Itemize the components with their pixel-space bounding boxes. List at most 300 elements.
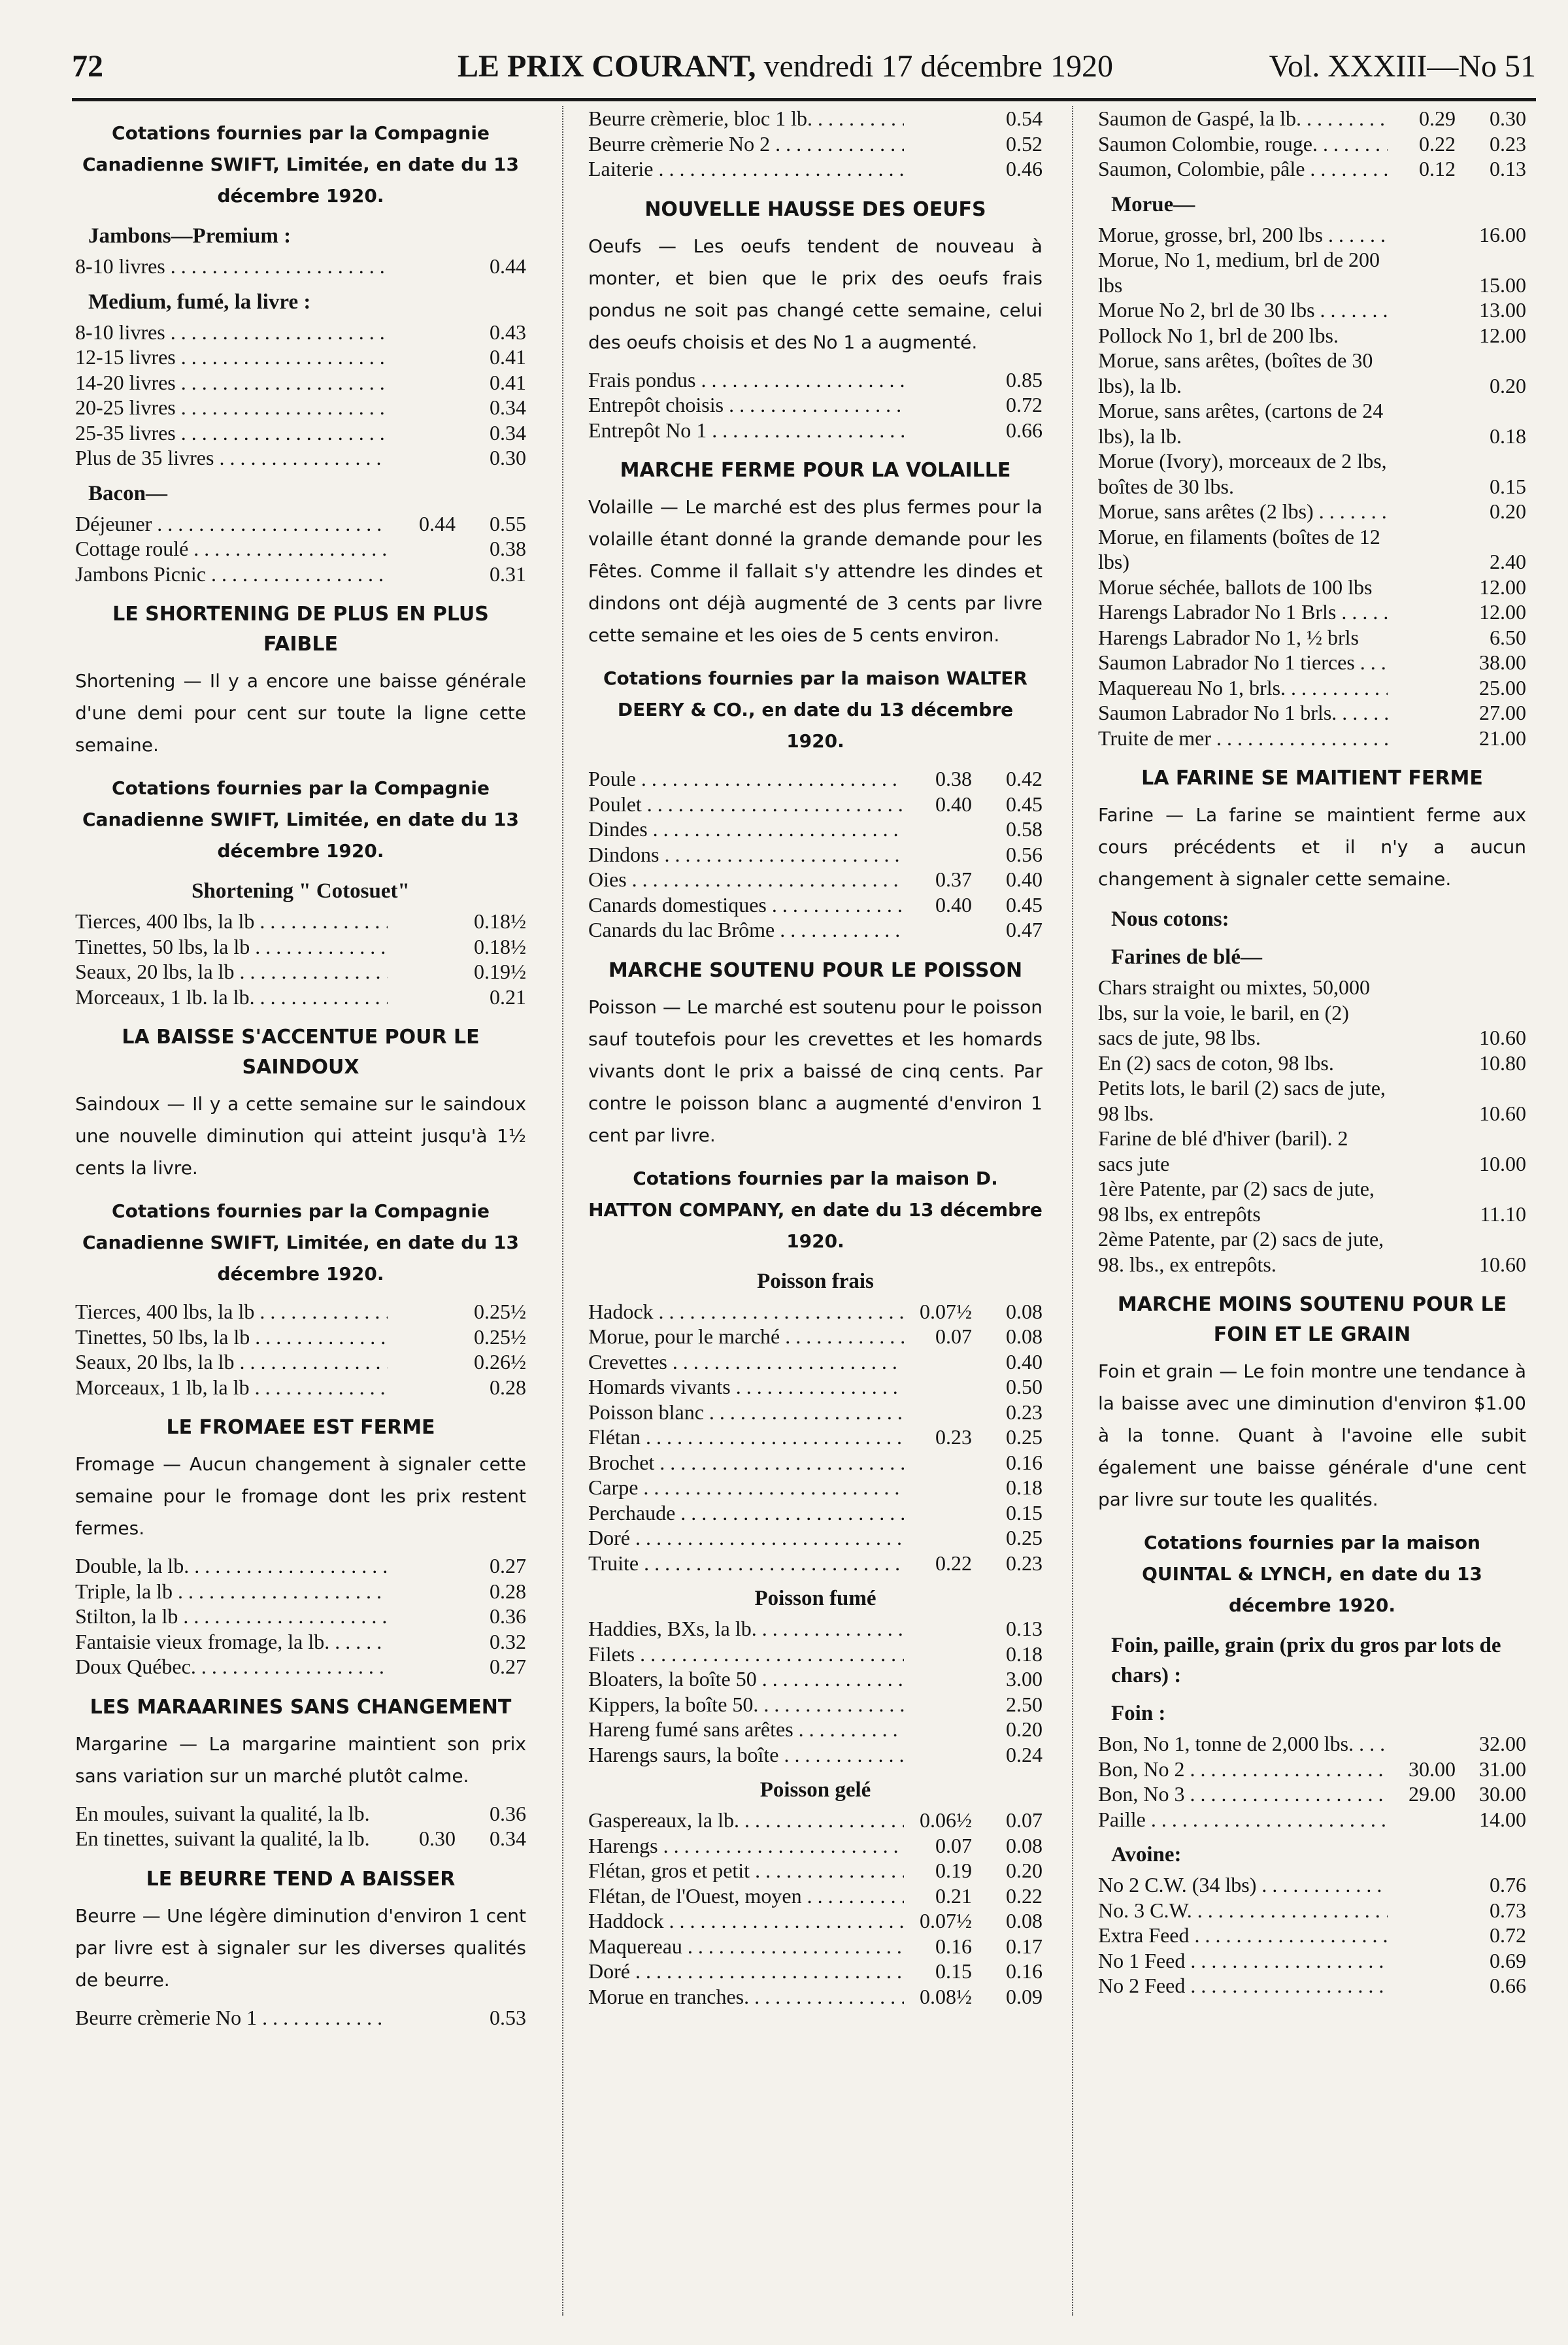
item-name: Saumon Colombie, rouge. . . .: [1098, 131, 1388, 157]
title-bold: LE PRIX COURANT,: [458, 49, 756, 84]
article-headline: MARCHE MOINS SOUTENU POUR LE FOIN ET LE GRAIN: [1117, 1293, 1507, 1346]
price-row: [588, 1808, 1043, 1833]
price-row: [588, 792, 1043, 817]
price-low: 0.07½: [920, 1909, 972, 1932]
price-row: [1098, 1923, 1526, 1948]
item-name: En moules, suivant la qualité, la lb.: [75, 1801, 370, 1825]
price-high: 0.50: [1006, 1375, 1043, 1398]
item-name: Morceaux, 1 lb. la lb. . . .: [75, 985, 388, 1010]
article-paragraph: Shortening — Il y a encore une baisse générale d'une demi pour cent sur toute la ligne cette semaine.: [75, 670, 526, 756]
price-low: 0.38: [935, 767, 972, 790]
price-row: [588, 1883, 1043, 1909]
price-row: [588, 1642, 1043, 1667]
item-name: Morue (Ivory), morceaux de 2 lbs, boîtes de 30 lbs.: [1098, 449, 1387, 498]
article-headline: LE FROMAEE EST FERME: [166, 1416, 435, 1439]
price-low: 0.07: [935, 1833, 972, 1857]
price-high: 10.60: [1479, 1252, 1526, 1276]
price-high: 11.10: [1480, 1202, 1526, 1226]
article-paragraph: Volaille — Le marché est des plus fermes pour la volaille étant donné la grande demande pour les Fêtes. Comme il fallait s'y attendre les dindes et dindons ont déjà augmenté de 3 cents par livre cette semaine et les oies de 5 cents environ.: [588, 496, 1043, 646]
price-high: 14.00: [1479, 1807, 1526, 1831]
item-name: Saumon, Colombie, pâle . . .: [1098, 156, 1388, 182]
item-name: 25-35 livres . . .: [75, 420, 388, 446]
price-row: [1098, 1872, 1526, 1898]
price-row: [588, 842, 1043, 868]
item-name: Bon, No 1, tonne de 2,000 lbs. . . .: [1098, 1731, 1388, 1757]
item-name: Carpe . . .: [588, 1475, 904, 1500]
price-row: [1098, 1075, 1526, 1126]
price-high: 0.13: [1490, 157, 1526, 180]
price-high: 0.25½: [474, 1300, 526, 1323]
price-row: [588, 1324, 1043, 1349]
price-list: [75, 254, 526, 279]
price-list: [588, 1616, 1043, 1767]
price-row: [588, 766, 1043, 792]
quotation-source: Cotations fournies par la maison QUINTAL & LYNCH, en date du 13 décembre 1920.: [1142, 1532, 1482, 1616]
item-name: Morue en tranches. . . .: [588, 1984, 904, 2010]
quotation-source: Cotations fournies par la Compagnie Canadienne SWIFT, Limitée, en date du 13 décembre 1920.: [82, 1200, 519, 1285]
price-row: [588, 1692, 1043, 1717]
price-row: [588, 1425, 1043, 1450]
price-high: 0.13: [1006, 1617, 1043, 1640]
price-row: [1098, 247, 1526, 297]
price-high: 0.19½: [474, 960, 526, 983]
item-name: Harengs . . .: [588, 1833, 904, 1859]
item-name: Morue, en filaments (boîtes de 12 lbs): [1098, 524, 1380, 573]
price-high: 0.27: [490, 1655, 526, 1678]
item-name: Tierces, 400 lbs, la lb . . .: [75, 1299, 388, 1324]
price-row: [1098, 1898, 1526, 1923]
price-high: 0.42: [1006, 767, 1043, 790]
price-row: [75, 395, 526, 420]
price-high: 0.72: [1006, 393, 1043, 416]
price-high: 0.23: [1490, 131, 1526, 156]
item-name: Stilton, la lb . . .: [75, 1604, 388, 1629]
price-low: 0.30: [419, 1827, 456, 1850]
price-high: 30.00: [1479, 1782, 1526, 1806]
price-high: 0.36: [490, 1801, 526, 1825]
item-name: Brochet . . .: [588, 1450, 904, 1476]
item-name: Maquereau No 1, brls. . . .: [1098, 675, 1388, 701]
price-row: [588, 1374, 1043, 1400]
column-2: [588, 106, 1043, 2009]
item-name: Dindons . . .: [588, 842, 904, 868]
price-row: [75, 345, 526, 370]
price-high: 0.46: [1006, 157, 1043, 180]
price-list: [75, 1801, 526, 1851]
price-list: [1098, 106, 1526, 182]
item-name: Saumon Labrador No 1 tierces . . .: [1098, 650, 1388, 675]
price-row: [1098, 499, 1526, 524]
price-high: 0.34: [490, 420, 526, 445]
price-row: [75, 909, 526, 934]
price-row: [588, 156, 1043, 182]
section-subtitle: Medium, fumé, la livre :: [88, 290, 311, 314]
price-row: [588, 1908, 1043, 1934]
price-low: 0.12: [1419, 157, 1456, 180]
item-name: Paille . . .: [1098, 1807, 1388, 1832]
price-high: 0.54: [1006, 107, 1043, 130]
price-high: 0.18½: [474, 934, 526, 958]
column-rule: [1072, 106, 1073, 2316]
item-name: Bon, No 3 . . .: [1098, 1781, 1388, 1807]
item-name: Frais pondus . . .: [588, 367, 904, 393]
price-row: [75, 1299, 526, 1324]
article-paragraph: Margarine — La margarine maintient son prix sans variation sur un marché plutôt calme.: [75, 1732, 526, 1787]
price-row: [75, 1324, 526, 1350]
price-row: [588, 1500, 1043, 1526]
price-high: 0.16: [1006, 1959, 1043, 1983]
price-high: 0.08: [1006, 1299, 1043, 1323]
price-row: [75, 1375, 526, 1400]
item-name: Morue, sans arêtes, (boîtes de 30 lbs), la lb.: [1098, 348, 1373, 397]
section-subtitle: Jambons—Premium :: [88, 224, 292, 248]
article-headline: MARCHE SOUTENU POUR LE POISSON: [608, 958, 1023, 982]
price-high: 31.00: [1479, 1757, 1526, 1781]
item-name: 12-15 livres . . .: [75, 345, 388, 370]
price-row: [588, 1833, 1043, 1859]
quotation-source: Cotations fournies par la Compagnie Canadienne SWIFT, Limitée, en date du 13 décembre 1920.: [82, 122, 519, 207]
item-name: Kippers, la boîte 50. . . .: [588, 1692, 904, 1717]
quotation-source: Cotations fournies par la Compagnie Canadienne SWIFT, Limitée, en date du 13 décembre 1920.: [82, 777, 519, 862]
item-name: Fantaisie vieux fromage, la lb. . . .: [75, 1629, 388, 1655]
column-rule: [562, 106, 563, 2316]
price-row: [588, 392, 1043, 418]
price-row: [588, 1400, 1043, 1425]
article-headline: LA FARINE SE MAITIENT FERME: [1141, 767, 1483, 790]
item-name: Filets . . .: [588, 1642, 904, 1667]
price-row: [1098, 1973, 1526, 1999]
price-row: [1098, 222, 1526, 248]
item-name: Tinettes, 50 lbs, la lb . . .: [75, 934, 388, 960]
price-high: 0.43: [490, 320, 526, 344]
price-row: [1098, 156, 1526, 182]
section-subtitle: Shortening " Cotosuet": [192, 879, 410, 903]
price-list: [75, 1553, 526, 1679]
price-high: 0.56: [1006, 842, 1043, 866]
item-name: Morue, pour le marché . . .: [588, 1324, 904, 1349]
price-high: 0.30: [1490, 107, 1526, 130]
price-high: 0.55: [490, 511, 526, 535]
price-high: 0.34: [490, 396, 526, 419]
price-high: 0.44: [490, 254, 526, 278]
item-name: Entrepôt choisis . . .: [588, 392, 904, 418]
price-high: 0.18: [1490, 424, 1526, 448]
item-name: Pollock No 1, brl de 200 lbs.: [1098, 323, 1339, 347]
item-name: Hadock . . .: [588, 1299, 904, 1324]
price-low: 0.22: [935, 1551, 972, 1575]
item-name: Gaspereaux, la lb. . . .: [588, 1808, 904, 1833]
item-name: Oies . . .: [588, 867, 904, 892]
section-subtitle: Bacon—: [88, 481, 168, 505]
price-row: [75, 1604, 526, 1629]
price-high: 0.85: [1006, 367, 1043, 392]
price-low: 30.00: [1409, 1757, 1456, 1781]
article-paragraph: Farine — La farine se maintient ferme aux cours précédents et il n'y a aucun changement à signaler cette semaine.: [1098, 804, 1526, 890]
item-name: Extra Feed . . .: [1098, 1923, 1388, 1948]
price-low: 0.21: [935, 1883, 972, 1908]
price-row: [1098, 650, 1526, 675]
price-row: [588, 1475, 1043, 1500]
price-row: [1098, 1948, 1526, 1974]
price-row: [588, 367, 1043, 393]
price-row: [75, 562, 526, 587]
volume-number: Vol. XXXIII—No 51: [1269, 49, 1536, 84]
item-name: Entrepôt No 1 . . .: [588, 418, 904, 443]
item-name: Poisson blanc . . .: [588, 1400, 904, 1425]
masthead: [72, 46, 1536, 101]
price-row: [75, 1629, 526, 1655]
price-list: [588, 367, 1043, 443]
price-high: 0.09: [1006, 1984, 1043, 2008]
price-row: [588, 1984, 1043, 2010]
price-row: [75, 985, 526, 1010]
price-high: 0.25: [1006, 1526, 1043, 1549]
price-high: 0.72: [1490, 1923, 1526, 1947]
section-subtitle: Foin, paille, grain (prix du gros par lots de chars) :: [1111, 1634, 1501, 1687]
item-name: Beurre crèmerie, bloc 1 lb. . . .: [588, 106, 904, 131]
price-high: 0.16: [1006, 1450, 1043, 1474]
publication-title: [458, 48, 1113, 84]
price-high: 25.00: [1479, 675, 1526, 700]
price-row: [1098, 398, 1526, 448]
price-low: 0.29: [1419, 107, 1456, 130]
price-high: 0.08: [1006, 1833, 1043, 1857]
item-name: 1ère Patente, par (2) sacs de jute, 98 lbs, ex entrepôts: [1098, 1177, 1375, 1226]
item-name: Poulet . . .: [588, 792, 904, 817]
price-row: [1098, 726, 1526, 751]
item-name: Petits lots, le baril (2) sacs de jute, 98 lbs.: [1098, 1076, 1386, 1125]
price-high: 0.30: [490, 446, 526, 469]
price-high: 0.25: [1006, 1425, 1043, 1449]
item-name: Morue, sans arêtes (2 lbs) . . .: [1098, 499, 1388, 524]
price-low: 0.40: [935, 792, 972, 816]
item-name: Seaux, 20 lbs, la lb . . .: [75, 959, 388, 985]
item-name: Harengs Labrador No 1 Brls . . .: [1098, 599, 1388, 625]
item-name: Dindes . . .: [588, 817, 904, 842]
item-name: Bloaters, la boîte 50 . . .: [588, 1666, 904, 1692]
item-name: No 2 Feed . . .: [1098, 1973, 1388, 1999]
price-list: [1098, 975, 1526, 1277]
item-name: Double, la lb. . . .: [75, 1553, 388, 1579]
price-high: 0.34: [490, 1827, 526, 1850]
price-list: [75, 320, 526, 471]
price-high: 3.00: [1006, 1667, 1043, 1691]
item-name: Truite . . .: [588, 1551, 904, 1576]
price-row: [1098, 700, 1526, 726]
price-high: 0.69: [1490, 1948, 1526, 1972]
price-row: [1098, 1126, 1526, 1176]
price-list: [75, 511, 526, 587]
price-high: 0.15: [1006, 1500, 1043, 1525]
section-subtitle: Poisson fumé: [754, 1587, 876, 1610]
item-name: Cottage roulé . . .: [75, 536, 388, 562]
price-row: [75, 1579, 526, 1604]
price-low: 0.19: [935, 1859, 972, 1882]
article-headline: LE BEURRE TEND A BAISSER: [146, 1867, 456, 1891]
item-name: Flétan, gros et petit . . .: [588, 1858, 904, 1883]
price-high: 6.50: [1490, 625, 1526, 649]
price-high: 10.00: [1479, 1151, 1526, 1175]
item-name: Morue No 2, brl de 30 lbs . . .: [1098, 297, 1388, 323]
item-name: 8-10 livres . . .: [75, 254, 388, 279]
price-high: 0.26½: [474, 1350, 526, 1374]
price-high: 0.23: [1006, 1400, 1043, 1424]
price-high: 0.53: [490, 2005, 526, 2029]
price-row: [588, 1934, 1043, 1959]
price-row: [75, 1826, 526, 1851]
price-row: [588, 1299, 1043, 1324]
item-name: Homards vivants . . .: [588, 1374, 904, 1400]
price-high: 21.00: [1479, 726, 1526, 750]
item-name: Seaux, 20 lbs, la lb . . .: [75, 1349, 388, 1375]
item-name: Haddies, BXs, la lb. . . .: [588, 1616, 904, 1642]
item-name: Haddock . . .: [588, 1908, 904, 1934]
price-row: [75, 1553, 526, 1579]
price-high: 0.40: [1006, 868, 1043, 891]
price-row: [1098, 975, 1526, 1051]
price-row: [588, 131, 1043, 157]
item-name: En (2) sacs de coton, 98 lbs.: [1098, 1051, 1334, 1075]
price-high: 0.31: [490, 562, 526, 586]
price-high: 16.00: [1479, 222, 1526, 246]
price-row: [588, 1717, 1043, 1742]
price-row: [588, 917, 1043, 943]
price-row: [75, 959, 526, 985]
item-name: Maquereau . . .: [588, 1934, 904, 1959]
item-name: Canards du lac Brôme . . .: [588, 917, 904, 943]
page-number: 72: [72, 49, 103, 84]
price-row: [588, 892, 1043, 918]
price-high: 13.00: [1479, 298, 1526, 322]
price-low: 0.07: [935, 1324, 972, 1348]
price-row: [1098, 448, 1526, 499]
section-subtitle: Poisson frais: [757, 1269, 874, 1293]
item-name: Tierces, 400 lbs, la lb . . .: [75, 909, 388, 934]
price-row: [588, 1525, 1043, 1551]
item-name: Flétan . . .: [588, 1425, 904, 1450]
article-paragraph: Fromage — Aucun changement à signaler cette semaine pour le fromage dont les prix restent fermes.: [75, 1453, 526, 1539]
price-low: 0.16: [935, 1934, 972, 1958]
price-row: [588, 1742, 1043, 1768]
price-low: 0.23: [935, 1425, 972, 1449]
price-high: 0.24: [1006, 1742, 1043, 1766]
price-high: 0.32: [490, 1629, 526, 1653]
price-row: [1098, 1781, 1526, 1807]
price-high: 0.23: [1006, 1551, 1043, 1575]
price-list: [1098, 1872, 1526, 1999]
price-row: [75, 934, 526, 960]
price-high: 0.18: [1006, 1642, 1043, 1666]
price-high: 27.00: [1479, 701, 1526, 724]
price-low: 0.37: [935, 868, 972, 891]
price-row: [1098, 297, 1526, 323]
price-row: [588, 106, 1043, 131]
item-name: Morue, No 1, medium, brl de 200 lbs: [1098, 248, 1380, 297]
price-row: [1098, 348, 1526, 398]
price-row: [588, 1551, 1043, 1576]
quotation-source: Cotations fournies par la maison D. HATTON COMPANY, en date du 13 décembre 1920.: [588, 1167, 1043, 1252]
price-row: [588, 867, 1043, 892]
price-high: 0.15: [1490, 474, 1526, 498]
price-high: 0.22: [1006, 1883, 1043, 1908]
price-row: [1098, 524, 1526, 575]
section-subtitle: Morue—: [1111, 192, 1195, 216]
price-high: 0.28: [490, 1579, 526, 1603]
price-high: 0.41: [490, 345, 526, 369]
price-row: [1098, 599, 1526, 625]
price-high: 2.50: [1006, 1692, 1043, 1716]
price-row: [75, 1801, 526, 1827]
price-high: 0.40: [1006, 1349, 1043, 1374]
column-1: [75, 106, 526, 2030]
article-headline: LE SHORTENING DE PLUS EN PLUS FAIBLE: [112, 603, 489, 656]
price-list: [588, 1808, 1043, 2009]
price-row: [588, 817, 1043, 842]
price-row: [75, 254, 526, 279]
price-row: [588, 418, 1043, 443]
article-paragraph: Saindoux — Il y a cette semaine sur le saindoux une nouvelle diminution qui atteint jusqu'à 1½ cents la livre.: [75, 1093, 526, 1179]
item-name: Déjeuner . . .: [75, 511, 388, 537]
item-name: Canards domestiques . . .: [588, 892, 904, 918]
price-row: [75, 370, 526, 396]
item-name: Truite de mer . . .: [1098, 726, 1388, 751]
price-row: [588, 1959, 1043, 1984]
price-list: [75, 2005, 526, 2031]
price-high: 0.25½: [474, 1324, 526, 1349]
price-list: [588, 766, 1043, 943]
item-name: No 1 Feed . . .: [1098, 1948, 1388, 1974]
item-name: Chars straight ou mixtes, 50,000 lbs, sur la voie, le baril, en (2) sacs de jute, 98 lbs.: [1098, 975, 1370, 1049]
item-name: Beurre crèmerie No 2 . . .: [588, 131, 904, 157]
item-name: Hareng fumé sans arêtes . . .: [588, 1717, 904, 1742]
price-row: [1098, 1731, 1526, 1757]
price-row: [1098, 675, 1526, 701]
item-name: Harengs saurs, la boîte . . .: [588, 1742, 904, 1768]
price-row: [75, 320, 526, 345]
price-row: [75, 445, 526, 471]
item-name: Harengs Labrador No 1, ½ brls: [1098, 625, 1359, 649]
price-high: 0.21: [490, 985, 526, 1009]
price-high: 0.20: [1006, 1859, 1043, 1882]
price-high: 10.60: [1479, 1101, 1526, 1125]
article-paragraph: Oeufs — Les oeufs tendent de nouveau à monter, et bien que le prix des oeufs frais pondus ne soit pas changé cette semaine, celui des oeufs choisis et des No 1 a augmenté.: [588, 235, 1043, 353]
article-headline: LA BAISSE S'ACCENTUE POUR LE SAINDOUX: [122, 1026, 480, 1079]
price-high: 12.00: [1479, 323, 1526, 347]
item-name: Doré . . .: [588, 1959, 904, 1984]
price-high: 0.28: [490, 1375, 526, 1399]
price-low: 0.22: [1419, 131, 1456, 156]
price-row: [75, 511, 526, 537]
price-high: 0.18: [1006, 1476, 1043, 1499]
price-list: [588, 1299, 1043, 1576]
item-name: Doré . . .: [588, 1525, 904, 1551]
price-high: 12.00: [1479, 575, 1526, 599]
price-list: [1098, 1731, 1526, 1832]
price-list: [75, 909, 526, 1009]
item-name: En tinettes, suivant la qualité, la lb.: [75, 1827, 370, 1850]
price-high: 0.38: [490, 537, 526, 560]
quotation-source: Cotations fournies par la maison WALTER DEERY & CO., en date du 13 décembre 1920.: [603, 667, 1027, 752]
price-row: [1098, 131, 1526, 157]
price-high: 0.36: [490, 1604, 526, 1628]
price-high: 0.45: [1006, 792, 1043, 816]
price-high: 10.80: [1479, 1051, 1526, 1075]
price-row: [588, 1858, 1043, 1883]
price-row: [1098, 1051, 1526, 1076]
item-name: No. 3 C.W. . . .: [1098, 1898, 1388, 1923]
price-high: 0.66: [1006, 418, 1043, 442]
item-name: Plus de 35 livres . . .: [75, 445, 388, 471]
